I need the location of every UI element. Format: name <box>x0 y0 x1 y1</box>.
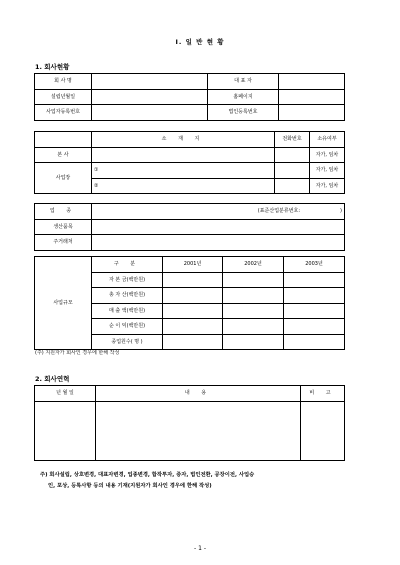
sales-2002[interactable] <box>223 303 284 319</box>
industry-code-close: ) <box>340 208 342 214</box>
company-name-field[interactable] <box>92 74 208 90</box>
remarks-header: 비 고 <box>301 386 345 402</box>
sales-2001[interactable] <box>163 303 223 319</box>
company-info-table <box>34 73 345 121</box>
capital-2002[interactable] <box>223 272 284 288</box>
homepage-label: 홈페이지 <box>208 89 279 105</box>
page-number: - 1 - <box>194 545 206 552</box>
net-income-2003[interactable] <box>284 319 345 335</box>
biz-reg-field[interactable] <box>92 105 208 121</box>
established-label: 설립년월일 <box>35 89 92 105</box>
location-header: 소 재 지 <box>92 132 275 148</box>
location-table <box>34 131 345 194</box>
ownership-header: 소유여부 <box>310 132 345 148</box>
ceo-label: 대 표 자 <box>208 74 279 90</box>
section-heading-company: 1. 회사현황 <box>35 63 70 71</box>
scale-row-sales: 매 출 액(백만원) <box>92 303 163 319</box>
date-header: 년 월 일 <box>35 386 96 402</box>
main-products-field[interactable] <box>92 219 345 235</box>
corp-reg-field[interactable] <box>279 105 345 121</box>
main-customers-field[interactable] <box>92 235 345 251</box>
site-1-phone[interactable] <box>275 163 310 179</box>
site-label: 사업장 <box>35 163 92 194</box>
industry-code-field[interactable] <box>92 204 345 220</box>
assets-2002[interactable] <box>223 288 284 304</box>
scale-row-net-income: 순 이 익(백만원) <box>92 319 163 335</box>
main-products-label: 생산품목 <box>35 219 92 235</box>
employees-2002[interactable] <box>223 334 284 350</box>
capital-2003[interactable] <box>284 272 345 288</box>
scale-row-employees: 종업원수( 명 ) <box>92 334 163 350</box>
sales-2003[interactable] <box>284 303 345 319</box>
site-2-phone[interactable] <box>275 178 310 194</box>
content-header: 내 용 <box>96 386 301 402</box>
net-income-2001[interactable] <box>163 319 223 335</box>
page-title: Ⅰ. 일 반 현 황 <box>175 38 225 46</box>
assets-2003[interactable] <box>284 288 345 304</box>
year-header-2002: 2002년 <box>223 257 284 273</box>
scale-kind-header: 구 분 <box>92 257 163 273</box>
employees-2001[interactable] <box>163 334 223 350</box>
site-2-field[interactable]: ② <box>92 178 275 194</box>
year-header-2001: 2001년 <box>163 257 223 273</box>
scale-table <box>34 256 345 350</box>
hq-phone-field[interactable] <box>275 147 310 163</box>
history-table <box>34 385 345 461</box>
section2-note-line2: 인, 포상, 등록사항 등의 내용 기재(지원자가 회사인 경우에 한해 작성) <box>48 483 212 489</box>
employees-2003[interactable] <box>284 334 345 350</box>
net-income-2002[interactable] <box>223 319 284 335</box>
business-table <box>34 203 345 251</box>
history-remarks-field[interactable] <box>301 401 345 460</box>
site-1-field[interactable]: ① <box>92 163 275 179</box>
ceo-field[interactable] <box>279 74 345 90</box>
established-field[interactable] <box>92 89 208 105</box>
history-content-field[interactable] <box>96 401 301 460</box>
section-heading-history: 2. 회사연혁 <box>35 375 70 383</box>
capital-2001[interactable] <box>163 272 223 288</box>
biz-reg-label: 사업자등록번호 <box>35 105 92 121</box>
industry-code-text: (표준산업분류번호: <box>257 208 301 214</box>
section2-note-line1: 주) 회사설립, 상호변경, 대표자변경, 업종변경, 합작투자, 증자, 법인전환, 공장이전, 사업승 <box>40 472 255 478</box>
phone-header: 전화번호 <box>275 132 310 148</box>
company-name-label: 회 사 명 <box>35 74 92 90</box>
hq-ownership[interactable]: 자가, 임차 <box>310 147 345 163</box>
main-customers-label: 주거래처 <box>35 235 92 251</box>
scale-row-assets: 총 자 산(백만원) <box>92 288 163 304</box>
section1-footnote: (주) 지원자가 회사인 경우에 한해 작성 <box>35 350 120 356</box>
site-2-ownership[interactable]: 자가, 임차 <box>310 178 345 194</box>
corp-reg-label: 법인등록번호 <box>208 105 279 121</box>
assets-2001[interactable] <box>163 288 223 304</box>
scale-label: 사업규모 <box>35 257 92 350</box>
year-header-2003: 2003년 <box>284 257 345 273</box>
site-1-ownership[interactable]: 자가, 임차 <box>310 163 345 179</box>
scale-row-capital: 자 본 금(백만원) <box>92 272 163 288</box>
hq-label: 본 사 <box>35 147 92 163</box>
history-date-field[interactable] <box>35 401 96 460</box>
business-label: 업 종 <box>35 204 92 220</box>
hq-address-field[interactable] <box>92 147 275 163</box>
homepage-field[interactable] <box>279 89 345 105</box>
section2-note <box>40 470 360 492</box>
